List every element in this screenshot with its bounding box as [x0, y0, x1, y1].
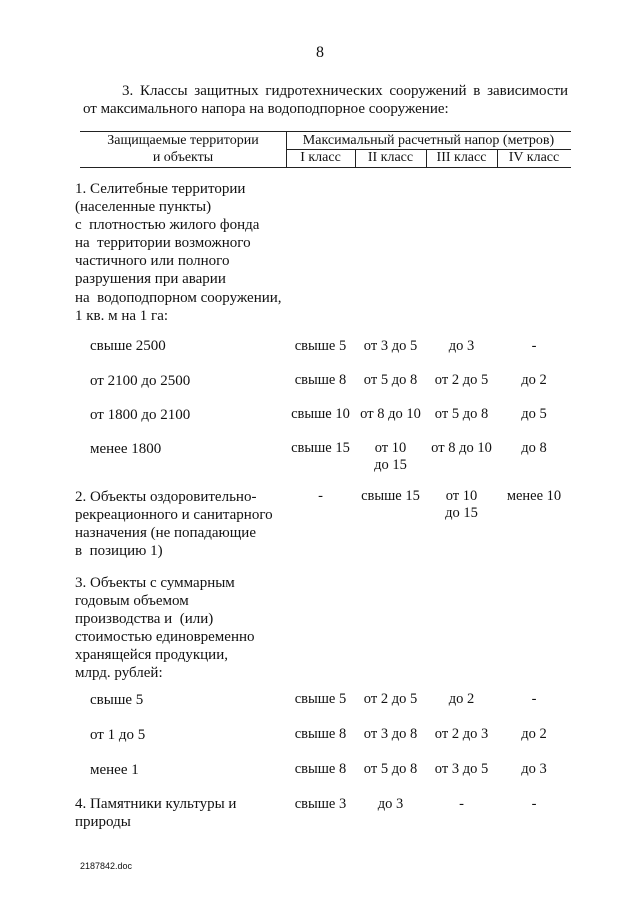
- heading-line-1: 3. Классы защитных гидротехнических сооружений в зависимости: [122, 83, 569, 99]
- table-cell: до 3: [448, 338, 475, 354]
- table-cell: от 3 до 5: [363, 338, 418, 354]
- heading-line-2: от максимального напора на водоподпорное сооружение:: [83, 101, 449, 117]
- table-cell: от 10 до 15: [374, 440, 407, 473]
- table-cell: -: [531, 796, 537, 812]
- row-label: менее 1800: [90, 441, 162, 457]
- header-territories-line-1: Защищаемые территории: [107, 133, 259, 148]
- table-cell: от 10 до 15: [445, 488, 478, 521]
- table-cell: свыше 15: [361, 488, 420, 504]
- header-bottom-border: [80, 167, 571, 168]
- table-cell: свыше 8: [294, 726, 347, 742]
- table-cell: от 5 до 8: [363, 372, 418, 388]
- header-max-head: Максимальный расчетный напор (метров): [302, 133, 555, 148]
- header-class-3: III класс: [436, 150, 487, 165]
- table-cell: свыше 5: [294, 691, 347, 707]
- table-cell: свыше 15: [291, 440, 350, 456]
- row-label: свыше 5: [90, 692, 144, 708]
- table-top-border: [80, 131, 571, 132]
- table-cell: -: [531, 691, 537, 707]
- table-cell: свыше 3: [294, 796, 347, 812]
- row-label: свыше 2500: [90, 338, 166, 354]
- table-cell: от 2 до 5: [434, 372, 489, 388]
- table-cell: до 2: [448, 691, 475, 707]
- table-cell: от 3 до 5: [434, 761, 489, 777]
- table-cell: до 8: [521, 440, 547, 456]
- table-cell: от 8 до 10: [360, 406, 421, 422]
- table-cell: от 5 до 8: [363, 761, 418, 777]
- header-class-2: II класс: [367, 150, 414, 165]
- table-cell: -: [531, 338, 537, 354]
- section-2-title: 2. Объекты оздоровительно- рекреационного и санитарного назначения (не попадающие в позицию 1): [75, 489, 273, 560]
- table-cell: до 3: [521, 761, 547, 777]
- row-label: менее 1: [90, 762, 139, 778]
- table-cell: -: [459, 796, 464, 812]
- table-cell: свыше 8: [294, 372, 347, 388]
- table-cell: до 2: [521, 726, 547, 742]
- table-cell: от 2 до 5: [363, 691, 418, 707]
- document-footer: 2187842.doc: [80, 861, 133, 871]
- row-label: от 1800 до 2100: [90, 407, 191, 423]
- table-cell: -: [318, 488, 323, 504]
- table-cell: свыше 8: [294, 761, 347, 777]
- table-cell: до 5: [521, 406, 547, 422]
- table-cell: от 2 до 3: [434, 726, 489, 742]
- header-class-4: IV класс: [508, 150, 560, 165]
- header-class-1: I класс: [300, 150, 341, 165]
- section-3-title: 3. Объекты с суммарным годовым объемом производства и (или) стоимостью единовременно хранящейся продукции, млрд. рублей:: [75, 575, 255, 682]
- row-label: от 2100 до 2500: [90, 373, 191, 389]
- table-cell: от 5 до 8: [434, 406, 489, 422]
- table-cell: менее 10: [506, 488, 562, 504]
- table-cell: от 8 до 10: [431, 440, 492, 456]
- table-cell: до 3: [377, 796, 404, 812]
- header-territories-line-2: и объекты: [152, 150, 214, 165]
- table-cell: свыше 10: [291, 406, 350, 422]
- table-cell: от 3 до 8: [363, 726, 418, 742]
- row-label: от 1 до 5: [90, 727, 146, 743]
- page-number: 8: [316, 44, 324, 61]
- section-4-title: 4. Памятники культуры и природы: [75, 796, 237, 831]
- table-cell: свыше 5: [294, 338, 347, 354]
- section-1-title: 1. Селитебные территории (населенные пункты) с плотностью жилого фонда на территории возможного частичного или полного разрушения при аварии на водоподпорном сооружении, 1 кв. м на 1 га:: [75, 181, 282, 324]
- table-cell: до 2: [521, 372, 547, 388]
